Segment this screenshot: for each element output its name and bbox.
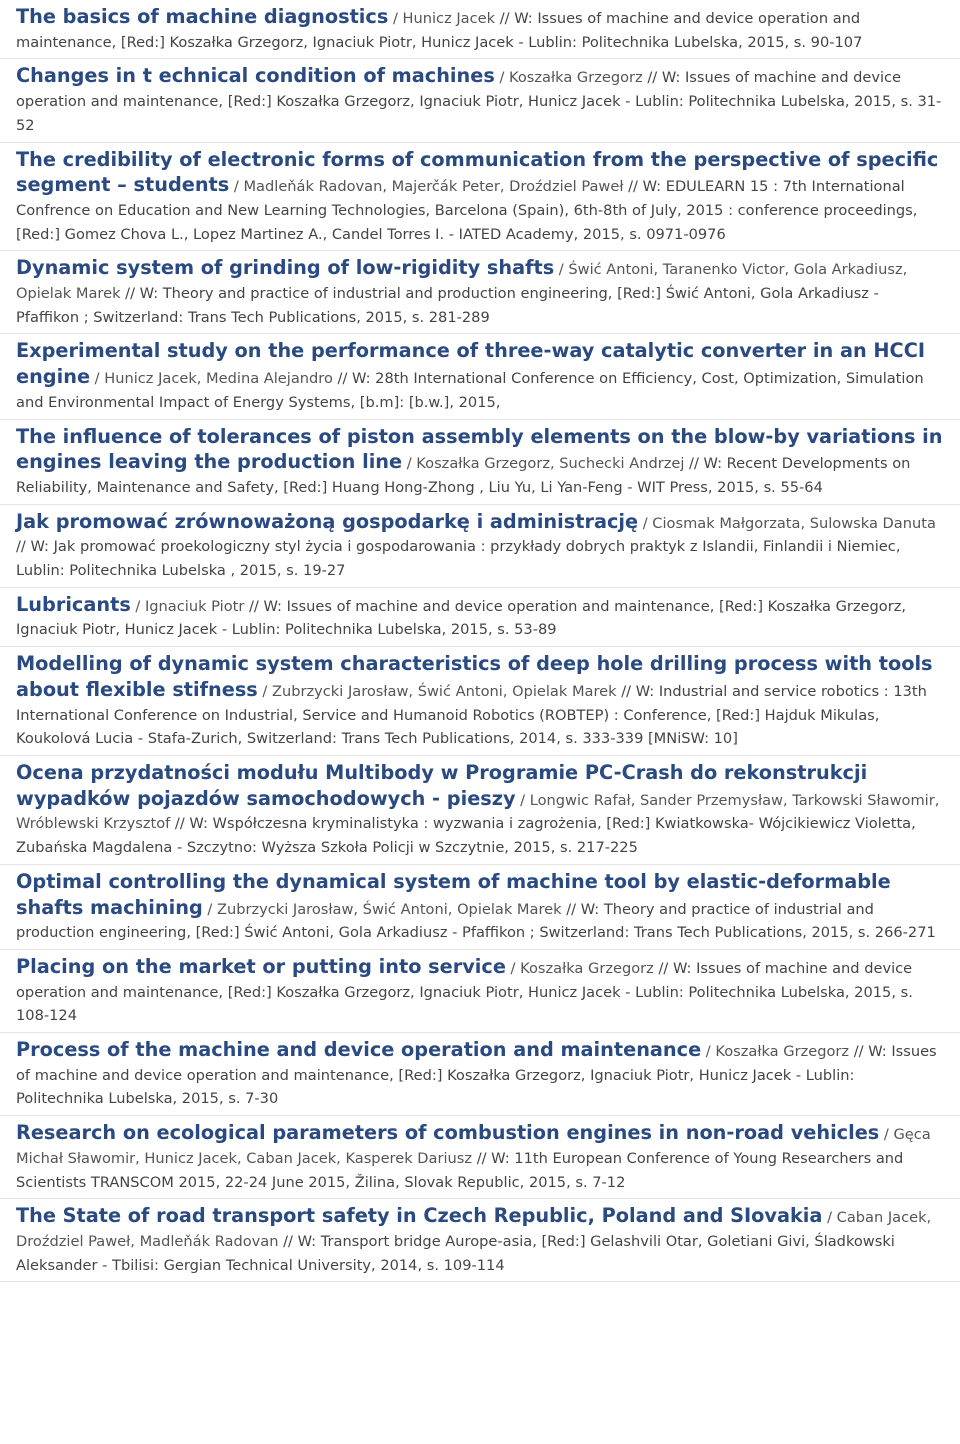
publication-title-link[interactable]: The credibility of electronic forms of communication from the perspective of specific segment – students bbox=[16, 147, 939, 197]
publication-details: // W: Transport bridge Aurope-asia, [Red:] Gelashvili Otar, Goletiani Givi, Śladkowski Aleksander - Tbilisi: Gergian Technical University, 2014, s. 109-114 bbox=[16, 1232, 895, 1274]
publication-details: // W: Issues of machine and device operation and maintenance, [Red:] Koszałka Grzegorz, Ignaciuk Piotr, Hunicz Jacek - Lublin: Politechnika Lubelska, 2015, s. 7-30 bbox=[16, 1043, 937, 1108]
publication-title-link[interactable]: Optimal controlling the dynamical system of machine tool by elastic-deformable shafts machining bbox=[16, 869, 891, 919]
publication-title-link[interactable]: Ocena przydatności modułu Multibody w Programie PC-Crash do rekonstrukcji wypadków pojazdów samochodowych - pieszy bbox=[16, 760, 868, 810]
publication-details: // W: Współczesna kryminalistyka : wyzwania i zagrożenia, [Red:] Kwiatkowska- Wójcikiewicz Violetta, Zubańska Magdalena - Szczytno: Wyższa Szkoła Policji w Szczytnie, 2015, s. 217-225 bbox=[16, 815, 916, 857]
publication-details: // W: 11th European Conference of Young Researchers and Scientists TRANSCOM 2015, 22-24 June 2015, Žilina, Slovak Republic, 2015, s. 7-12 bbox=[16, 1149, 904, 1191]
publication-details: // W: Issues of machine and device operation and maintenance, [Red:] Koszałka Grzegorz, Ignaciuk Piotr, Hunicz Jacek - Lublin: Politechnika Lubelska, 2015, s. 108-124 bbox=[16, 959, 913, 1025]
publication-entry bbox=[0, 1033, 960, 1116]
publication-details: // W: Jak promować proekologiczny styl życia i gospodarowania : przykłady dobrych praktyk z Islandii, Finlandii i Niemiec, Lublin: Politechnika Lubelska , 2015, s. 19-27 bbox=[16, 538, 901, 580]
publication-title-link[interactable]: The basics of machine diagnostics bbox=[16, 5, 389, 28]
publication-title-link[interactable]: The State of road transport safety in Czech Republic, Poland and SIovakia bbox=[16, 1204, 823, 1228]
publication-details: // W: EDULEARN 15 : 7th International Confrence on Education and New Learning Technologies, Barcelona (Spain), 6th-8th of July, 2015 : conference proceedings, [Red:] Gomez Chova L., Lopez Martinez A., Candel Torres I. - IATED Academy, 2015, s. 0971-0976 bbox=[16, 178, 918, 243]
publication-authors: / Gęca Michał Sławomir, Hunicz Jacek, Caban Jacek, Kasperek Dariusz bbox=[16, 1126, 931, 1167]
publication-entry bbox=[0, 588, 960, 647]
publication-entry bbox=[0, 1116, 960, 1199]
publication-title-link[interactable]: Jak promować zrównoważoną gospodarkę i administrację bbox=[16, 509, 639, 533]
publication-authors: / Hunicz Jacek, Medina Alejandro bbox=[90, 370, 333, 388]
publication-entry bbox=[0, 251, 960, 334]
publication-authors: / Koszałka Grzegorz bbox=[701, 1043, 850, 1061]
publication-authors: / Koszałka Grzegorz, Suchecki Andrzej bbox=[402, 455, 685, 473]
publication-details: // W: 28th International Conference on Efficiency, Cost, Optimization, Simulation and Environmental Impact of Energy Systems, [b.m]: [b.w.], 2015, bbox=[16, 370, 924, 411]
publication-title-link[interactable]: Placing on the market or putting into service bbox=[16, 954, 506, 978]
publication-title-link[interactable]: The influence of tolerances of piston assembly elements on the blow-by variations in engines leaving the production line bbox=[16, 424, 943, 474]
publication-authors: / Hunicz Jacek bbox=[388, 10, 496, 27]
publication-authors: / Świć Antoni, Taranenko Victor, Gola Arkadiusz, Opielak Marek bbox=[16, 261, 908, 303]
publication-entry bbox=[0, 1199, 960, 1282]
publication-title-link[interactable]: Modelling of dynamic system characteristics of deep hole drilling process with tools about flexible stifness bbox=[16, 652, 933, 701]
publication-title-link[interactable]: Lubricants bbox=[16, 592, 131, 616]
publication-title-link[interactable]: Experimental study on the performance of three-way catalytic converter in an HCCI engine bbox=[16, 339, 926, 389]
publication-title-link[interactable]: Dynamic system of grinding of low-rigidity shafts bbox=[16, 256, 555, 280]
publication-title-link[interactable]: Changes in t echnical condition of machines bbox=[16, 64, 495, 88]
publication-authors: / Longwic Rafał, Sander Przemysław, Tarkowski Sławomir, Wróblewski Krzysztof bbox=[16, 791, 940, 833]
publication-details: // W: Theory and practice of industrial and production engineering, [Red:] Świć Antoni, Gola Arkadiusz - Pfaffikon ; Switzerland: Trans Tech Publications, 2015, s. 266-271 bbox=[16, 900, 936, 942]
publication-entry bbox=[0, 143, 960, 252]
publication-entry bbox=[0, 647, 960, 756]
publication-entry bbox=[0, 334, 960, 419]
publication-details: // W: Theory and practice of industrial and production engineering, [Red:] Świć Antoni, Gola Arkadiusz - Pfaffikon ; Switzerland: Trans Tech Publications, 2015, s. 281-289 bbox=[16, 285, 879, 326]
publication-entry bbox=[0, 865, 960, 950]
publication-entry bbox=[0, 420, 960, 505]
publication-title-link[interactable]: Process of the machine and device operation and maintenance bbox=[16, 1038, 702, 1062]
publication-authors: / Koszałka Grzegorz bbox=[494, 69, 643, 87]
publication-details: // W: Issues of machine and device operation and maintenance, [Red:] Koszałka Grzegorz, Ignaciuk Piotr, Hunicz Jacek - Lublin: Politechnika Lubelska, 2015, s. 90-107 bbox=[16, 10, 863, 51]
publication-authors: / Zubrzycki Jarosław, Świć Antoni, Opielak Marek bbox=[257, 682, 617, 700]
publication-details: // W: Recent Developments on Reliability, Maintenance and Safety, [Red:] Huang Hong-Zhong , Liu Yu, Li Yan-Feng - WIT Press, 2015, s. 55-64 bbox=[16, 455, 911, 496]
publication-details: // W: Issues of machine and device operation and maintenance, [Red:] Koszałka Grzegorz, Ignaciuk Piotr, Hunicz Jacek - Lublin: Politechnika Lubelska, 2015, s. 53-89 bbox=[16, 597, 907, 639]
publication-authors: / Zubrzycki Jarosław, Świć Antoni, Opielak Marek bbox=[202, 900, 562, 918]
publication-entry bbox=[0, 0, 960, 59]
publication-title-link[interactable]: Research on ecological parameters of combustion engines in non-road vehicles bbox=[16, 1121, 880, 1145]
publication-authors: / Ciosmak Małgorzata, Sulowska Danuta bbox=[638, 514, 936, 532]
publication-entry bbox=[0, 756, 960, 865]
publication-entry bbox=[0, 505, 960, 588]
publication-details: // W: Industrial and service robotics : 13th International Conference on Industrial, Service and Humanoid Robotics (ROBTEP) : Conference, [Red:] Hajduk Mikulas, Koukolová Lucia - Stafa-Zurich, Switzerland: Trans Tech Publications, 2014, s. 333-339 [MNiSW: 10] bbox=[16, 682, 927, 748]
publication-authors: / Ignaciuk Piotr bbox=[130, 597, 245, 615]
publication-entry bbox=[0, 59, 960, 142]
publication-details: // W: Issues of machine and device operation and maintenance, [Red:] Koszałka Grzegorz, Ignaciuk Piotr, Hunicz Jacek - Lublin: Politechnika Lubelska, 2015, s. 31-52 bbox=[16, 69, 942, 134]
publication-authors: / Koszałka Grzegorz bbox=[505, 959, 654, 977]
publication-entry bbox=[0, 950, 960, 1033]
publication-authors: / Madleňák Radovan, Majerčák Peter, Droździel Paweł bbox=[229, 178, 624, 196]
publication-authors: / Caban Jacek, Droździel Paweł, Madleňák Radovan bbox=[16, 1209, 932, 1250]
